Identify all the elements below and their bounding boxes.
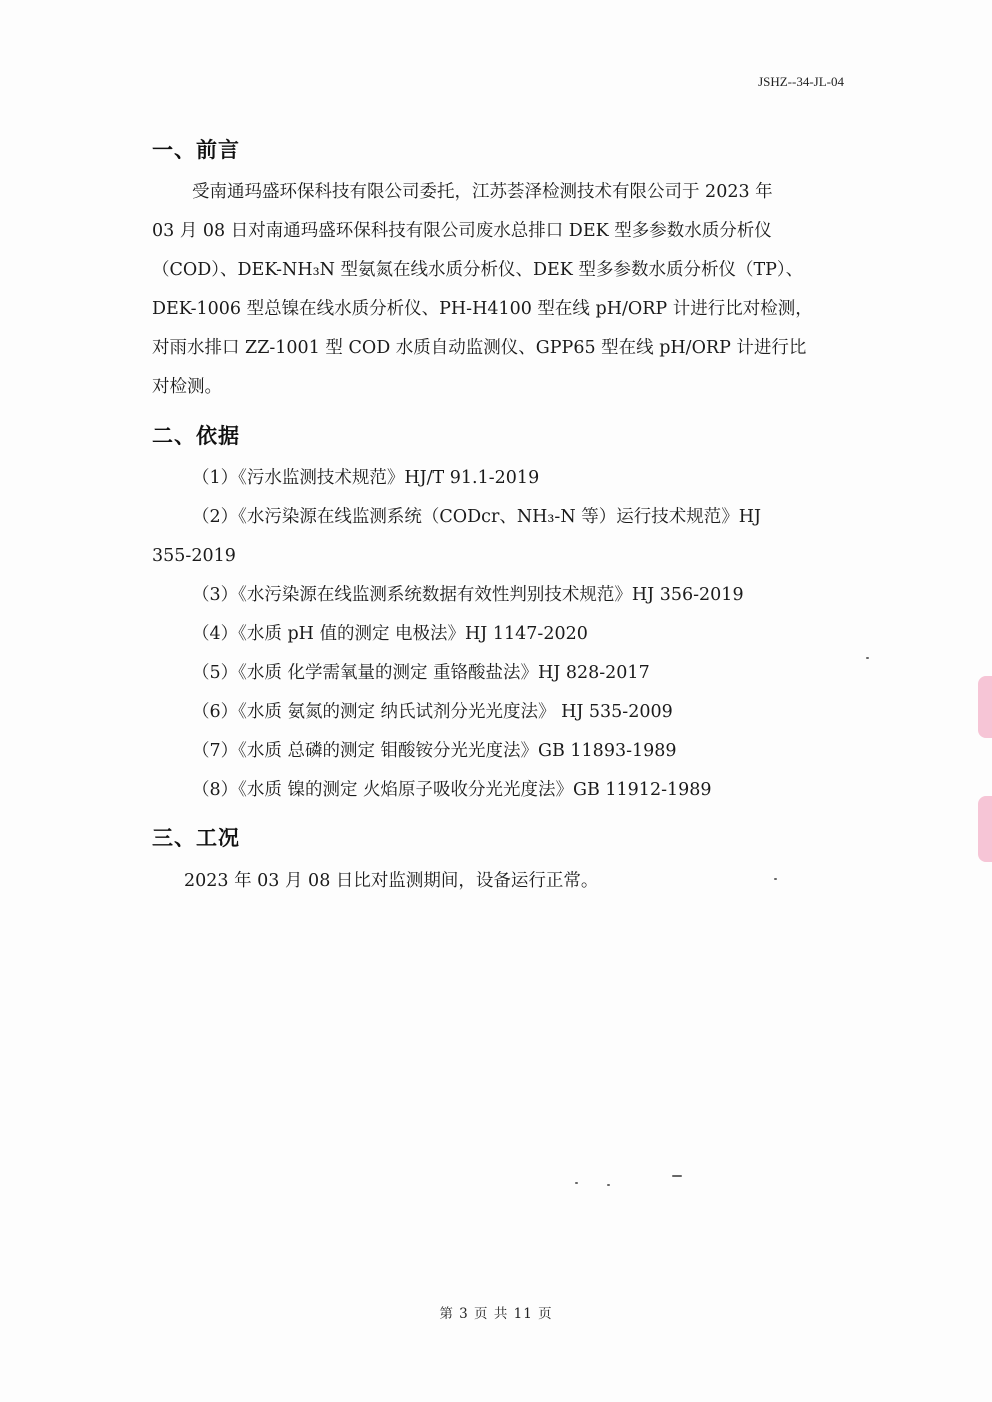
document-code: JSHZ--34-JL-04 — [758, 74, 844, 89]
section-3-body — [184, 862, 878, 901]
section-1-line: （COD）、DEK-NH₃N 型氨氮在线水质分析仪、DEK 型多参数水质分析仪（TP）、 — [152, 260, 804, 280]
reference-item: （1）《污水监测技术规范》HJ/T 91.1-2019 — [192, 468, 540, 488]
section-3-text: 2023 年 03 月 08 日比对监测期间，设备运行正常。 — [184, 871, 599, 891]
reference-item: （3）《水污染源在线监测系统数据有效性判别技术规范》HJ 356-2019 — [192, 585, 744, 605]
scan-speck — [575, 1182, 578, 1184]
section-3-title: 三、工况 — [152, 826, 240, 850]
section-1-line: 03 月 08 日对南通玛盛环保科技有限公司废水总排口 DEK 型多参数水质分析仪 — [152, 221, 772, 241]
reference-item-continuation: 355-2019 — [152, 546, 236, 566]
seal-edge-mark — [978, 676, 992, 738]
reference-item: （7）《水质 总磷的测定 钼酸铵分光光度法》GB 11893-1989 — [192, 741, 677, 761]
section-2-title: 二、依据 — [152, 424, 240, 448]
section-1-line: 受南通玛盛环保科技有限公司委托，江苏荟泽检测技术有限公司于 2023 年 — [192, 182, 773, 202]
section-1-title: 一、前言 — [152, 138, 240, 162]
reference-list — [152, 459, 852, 810]
scan-speck — [672, 1175, 682, 1177]
reference-item: （8）《水质 镍的测定 火焰原子吸收分光光度法》GB 11912-1989 — [192, 780, 712, 800]
reference-item: （6）《水质 氨氮的测定 纳氏试剂分光光度法》 HJ 535-2009 — [192, 702, 673, 722]
scan-speck — [607, 1184, 610, 1186]
section-1-body — [152, 173, 846, 407]
reference-item: （2）《水污染源在线监测系统（CODcr、NH₃-N 等）运行技术规范》HJ — [192, 507, 761, 527]
scan-speck — [774, 878, 777, 880]
section-1-line: 对检测。 — [152, 377, 222, 397]
reference-item: （4）《水质 pH 值的测定 电极法》HJ 1147-2020 — [192, 624, 588, 644]
page-footer: 第 3 页 共 11 页 — [439, 1306, 553, 1322]
section-1-line: 对雨水排口 ZZ-1001 型 COD 水质自动监测仪、GPP65 型在线 pH/ORP 计进行比 — [152, 338, 807, 358]
seal-edge-mark — [978, 796, 992, 862]
section-1-line: DEK-1006 型总镍在线水质分析仪、PH-H4100 型在线 pH/ORP 计进行比对检测， — [152, 299, 813, 319]
reference-item: （5）《水质 化学需氧量的测定 重铬酸盐法》HJ 828-2017 — [192, 663, 650, 683]
scan-speck — [866, 657, 869, 659]
